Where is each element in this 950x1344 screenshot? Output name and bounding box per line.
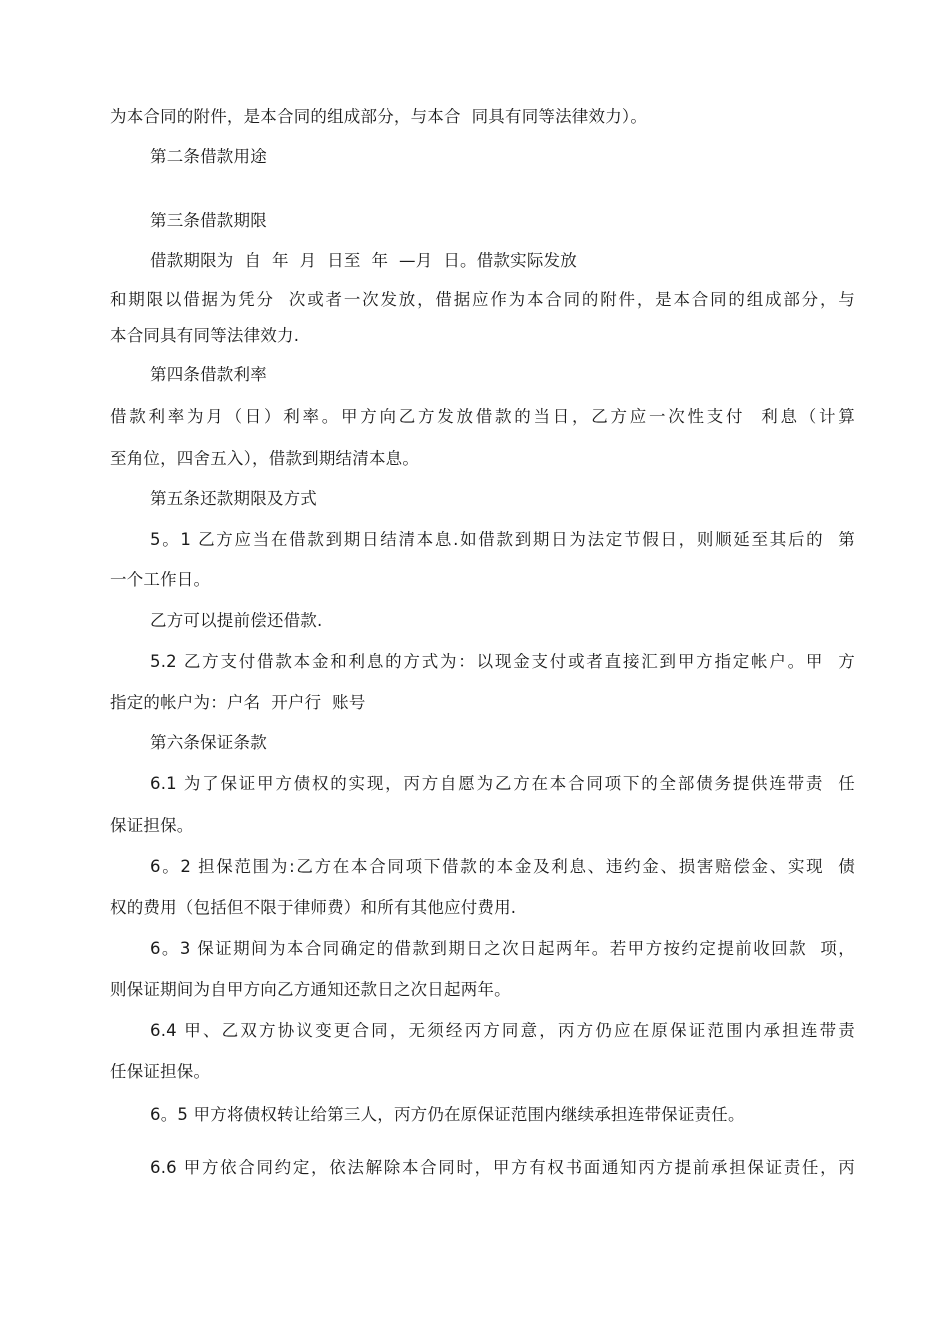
text-line: 权的费用（包括但不限于律师费）和所有其他应付费用. [110,898,517,917]
text-line: 和期限以借据为凭分 次或者一次发放，借据应作为本合同的附件，是本合同的组成部分，与 [110,290,855,309]
text-line: 一个工作日。 [110,570,211,589]
section-heading: 第四条借款利率 [150,365,267,384]
text-line: 本合同具有同等法律效力. [110,326,300,345]
text-line: 保证担保。 [110,816,194,835]
section-heading: 第六条保证条款 [150,733,267,752]
text-line: 借款期限为 自 年 月 日至 年 —月 日。借款实际发放 [150,251,577,270]
section-heading: 第三条借款期限 [150,211,267,230]
text-line: 则保证期间为自甲方向乙方通知还款日之次日起两年。 [110,980,511,999]
text-line: 6.4 甲、乙双方协议变更合同，无须经丙方同意，丙方仍应在原保证范围内承担连带责 [150,1021,855,1040]
text-line: 任保证担保。 [110,1062,211,1081]
text-line: 5.2 乙方支付借款本金和利息的方式为：以现金支付或者直接汇到甲方指定帐户。甲 方 [150,652,855,671]
section-heading: 第五条还款期限及方式 [150,489,317,508]
section-heading: 第二条借款用途 [150,147,267,166]
text-line: 6.1 为了保证甲方债权的实现，丙方自愿为乙方在本合同项下的全部债务提供连带责 任 [150,774,855,793]
text-line: 5。1 乙方应当在借款到期日结清本息.如借款到期日为法定节假日，则顺延至其后的 第 [150,530,855,549]
text-line: 指定的帐户为：户名 开户行 账号 [110,693,366,712]
text-line: 为本合同的附件，是本合同的组成部分，与本合 同具有同等法律效力）。 [110,107,648,126]
text-line: 6。3 保证期间为本合同确定的借款到期日之次日起两年。若甲方按约定提前收回款 项， [150,939,855,958]
text-line: 6.6 甲方依合同约定，依法解除本合同时，甲方有权书面通知丙方提前承担保证责任，丙 [150,1158,855,1177]
text-line: 6。2 担保范围为:乙方在本合同项下借款的本金及利息、违约金、损害赔偿金、实现 债 [150,857,855,876]
text-line: 至角位，四舍五入），借款到期结清本息。 [110,449,420,468]
text-line: 6。5 甲方将债权转让给第三人，丙方仍在原保证范围内继续承担连带保证责任。 [150,1105,745,1124]
text-line: 乙方可以提前偿还借款. [150,611,323,630]
text-line: 借款利率为月（日）利率。甲方向乙方发放借款的当日，乙方应一次性支付 利息（计算 [110,407,855,426]
